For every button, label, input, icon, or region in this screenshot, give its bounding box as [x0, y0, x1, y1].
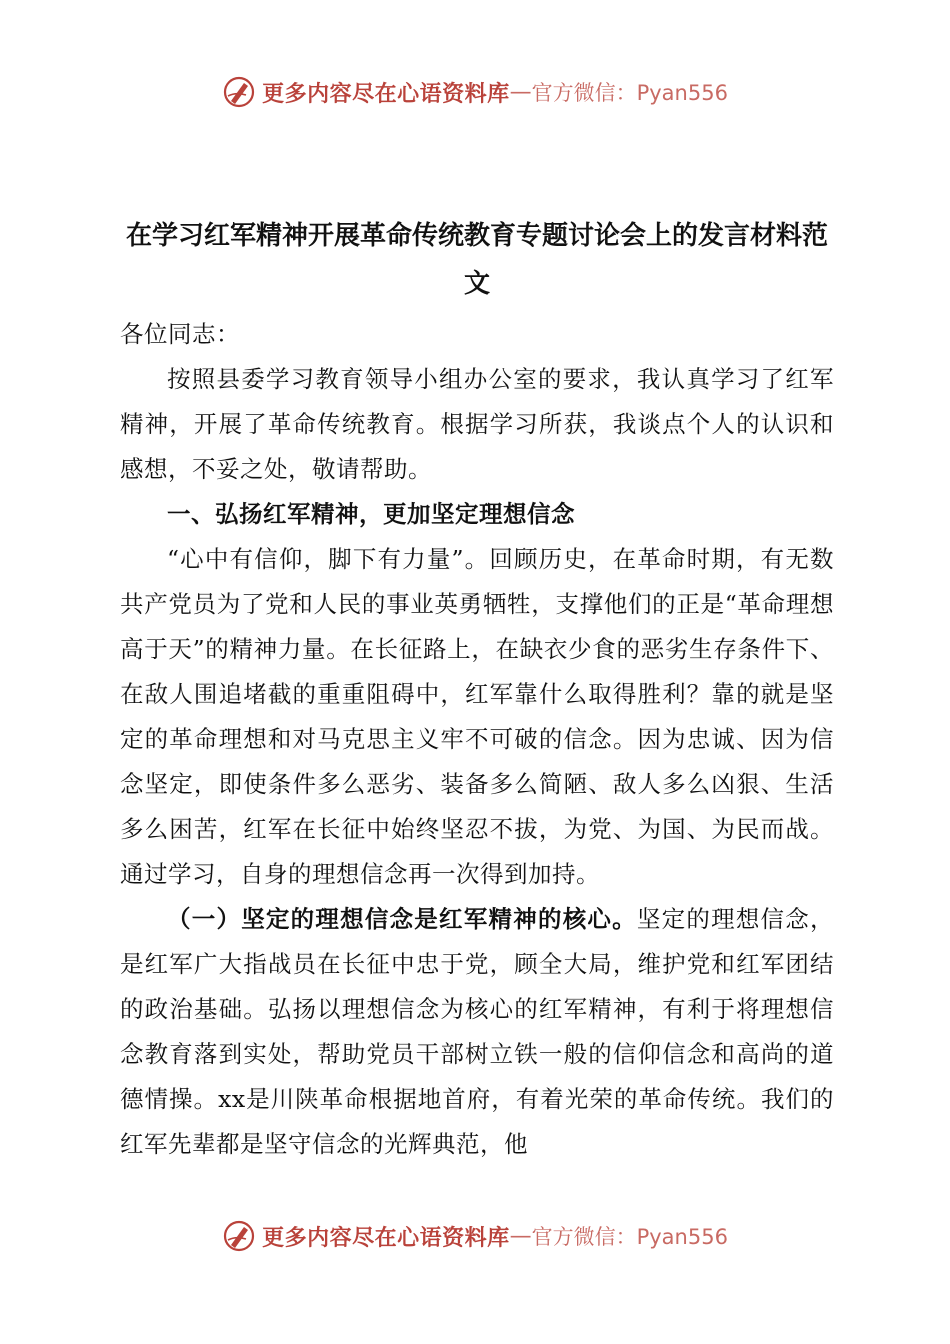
watermark-main-text: 更多内容尽在心语资料库 [262, 1224, 510, 1251]
subsection-1-lead: （一）坚定的理想信念是红军精神的核心。 [167, 905, 637, 933]
subsection-1-paragraph [120, 897, 834, 1167]
watermark-main-text: 更多内容尽在心语资料库 [262, 80, 510, 107]
document-body [120, 312, 834, 1167]
document-title: 在学习红军精神开展革命传统教育专题讨论会上的发言材料范文 [125, 221, 828, 299]
pen-logo-icon [222, 1219, 256, 1253]
pen-logo-icon [222, 75, 256, 109]
watermark-contact: 官方微信：Pyan556 [531, 81, 728, 105]
footer-watermark [0, 1216, 950, 1256]
section-1-heading: 一、弘扬红军精神，更加坚定理想信念 [167, 500, 575, 528]
watermark-dash: — [509, 1223, 532, 1249]
subsection-1-body: 坚定的理想信念，是红军广大指战员在长征中忠于党，顾全大局，维护党和红军团结的政治基础。弘扬以理想信念为核心的红军精神，有利于将理想信念教育落到实处，帮助党员干部树立铁一般的信仰信念和高尚的道德情操。xx是川陕革命根据地首府，有着光荣的革命传统。我们的红军先辈都是坚守信念的光辉典范，他 [120, 905, 835, 1158]
intro-paragraph: 按照县委学习教育领导小组办公室的要求，我认真学习了红军精神，开展了革命传统教育。根据学习所获，我谈点个人的认识和感想，不妥之处，敬请帮助。 [120, 365, 834, 483]
watermark-contact: 官方微信：Pyan556 [531, 1225, 728, 1249]
salutation: 各位同志： [120, 320, 240, 348]
section-1-paragraph: “心中有信仰，脚下有力量”。回顾历史，在革命时期，有无数共产党员为了党和人民的事业英勇牺牲，支撑他们的正是“革命理想高于天”的精神力量。在长征路上，在缺衣少食的恶劣生存条件下、在敌人围追堵截的重重阻碍中，红军靠什么取得胜利？靠的就是坚定的革命理想和对马克思主义牢不可破的信念。因为忠诚、因为信念坚定，即使条件多么恶劣、装备多么简陋、敌人多么凶狠、生活多么困苦，红军在长征中始终坚忍不拔，为党、为国、为民而战。通过学习，自身的理想信念再一次得到加持。 [120, 545, 834, 888]
watermark-dash: — [509, 79, 532, 105]
header-watermark [0, 72, 950, 112]
